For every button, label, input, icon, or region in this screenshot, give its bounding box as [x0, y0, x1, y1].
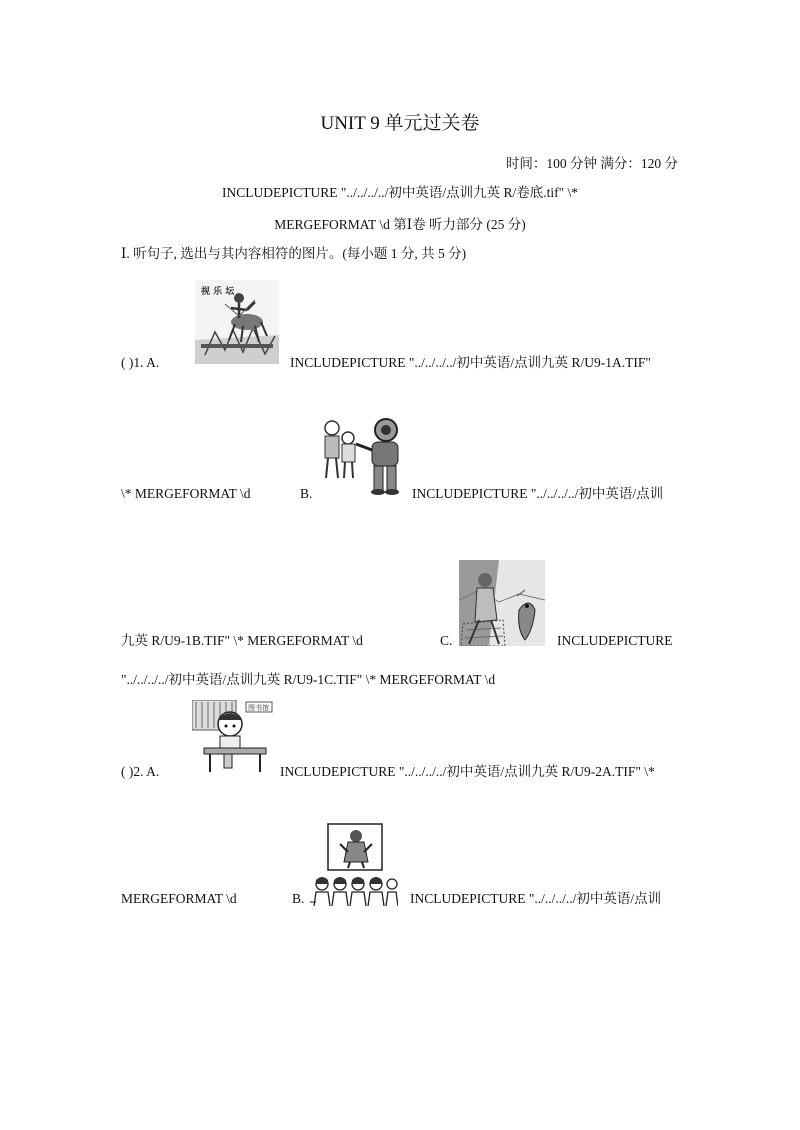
q2-b-include: INCLUDEPICTURE "../../../../初中英语/点训 — [410, 891, 662, 906]
q1-line3-head: 九英 R/U9-1B.TIF" \* MERGEFORMAT \d — [121, 633, 363, 648]
q1-b-include: INCLUDEPICTURE "../../../../初中英语/点训 — [412, 486, 664, 501]
svg-text:图书馆: 图书馆 — [248, 704, 269, 712]
q2-b-label: B. — [292, 891, 305, 906]
section-header: Ⅰ. 听句子, 选出与其内容相符的图片。(每小题 1 分, 共 5 分) — [121, 246, 467, 261]
q1-c-include: INCLUDEPICTURE — [557, 633, 673, 648]
q1-b-label: B. — [300, 486, 313, 501]
svg-text:视 乐 坛: 视 乐 坛 — [201, 287, 235, 297]
q2-line2-head: MERGEFORMAT \d — [121, 891, 237, 906]
q2-a-include: INCLUDEPICTURE "../../../../初中英语/点训九英 R/U9-2A.TIF" \* — [280, 764, 655, 779]
q1-line4: "../../../../初中英语/点训九英 R/U9-1C.TIF" \* MERGEFORMAT \d — [121, 672, 496, 687]
q2-image-a — [192, 700, 274, 772]
q1-image-a — [195, 280, 279, 364]
q1-line2-head: \* MERGEFORMAT \d — [121, 486, 251, 501]
q1-c-label: C. — [440, 633, 453, 648]
q1-image-c — [459, 560, 545, 646]
page-title: UNIT 9 单元过关卷 — [320, 113, 480, 134]
q1-bracket: ( )1. A. — [121, 355, 160, 370]
q1-a-include: INCLUDEPICTURE "../../../../初中英语/点训九英 R/U9-1A.TIF" — [290, 355, 651, 370]
q1-image-b — [318, 416, 408, 498]
q2-image-b — [310, 822, 398, 906]
include-line-2: MERGEFORMAT \d 第Ⅰ卷 听力部分 (25 分) — [274, 217, 526, 232]
q2-bracket: ( )2. A. — [121, 764, 160, 779]
time-info: 时间：100 分钟 满分：120 分 — [505, 156, 678, 171]
include-line-1: INCLUDEPICTURE "../../../../初中英语/点训九英 R/卷底.tif" \* — [221, 185, 579, 200]
